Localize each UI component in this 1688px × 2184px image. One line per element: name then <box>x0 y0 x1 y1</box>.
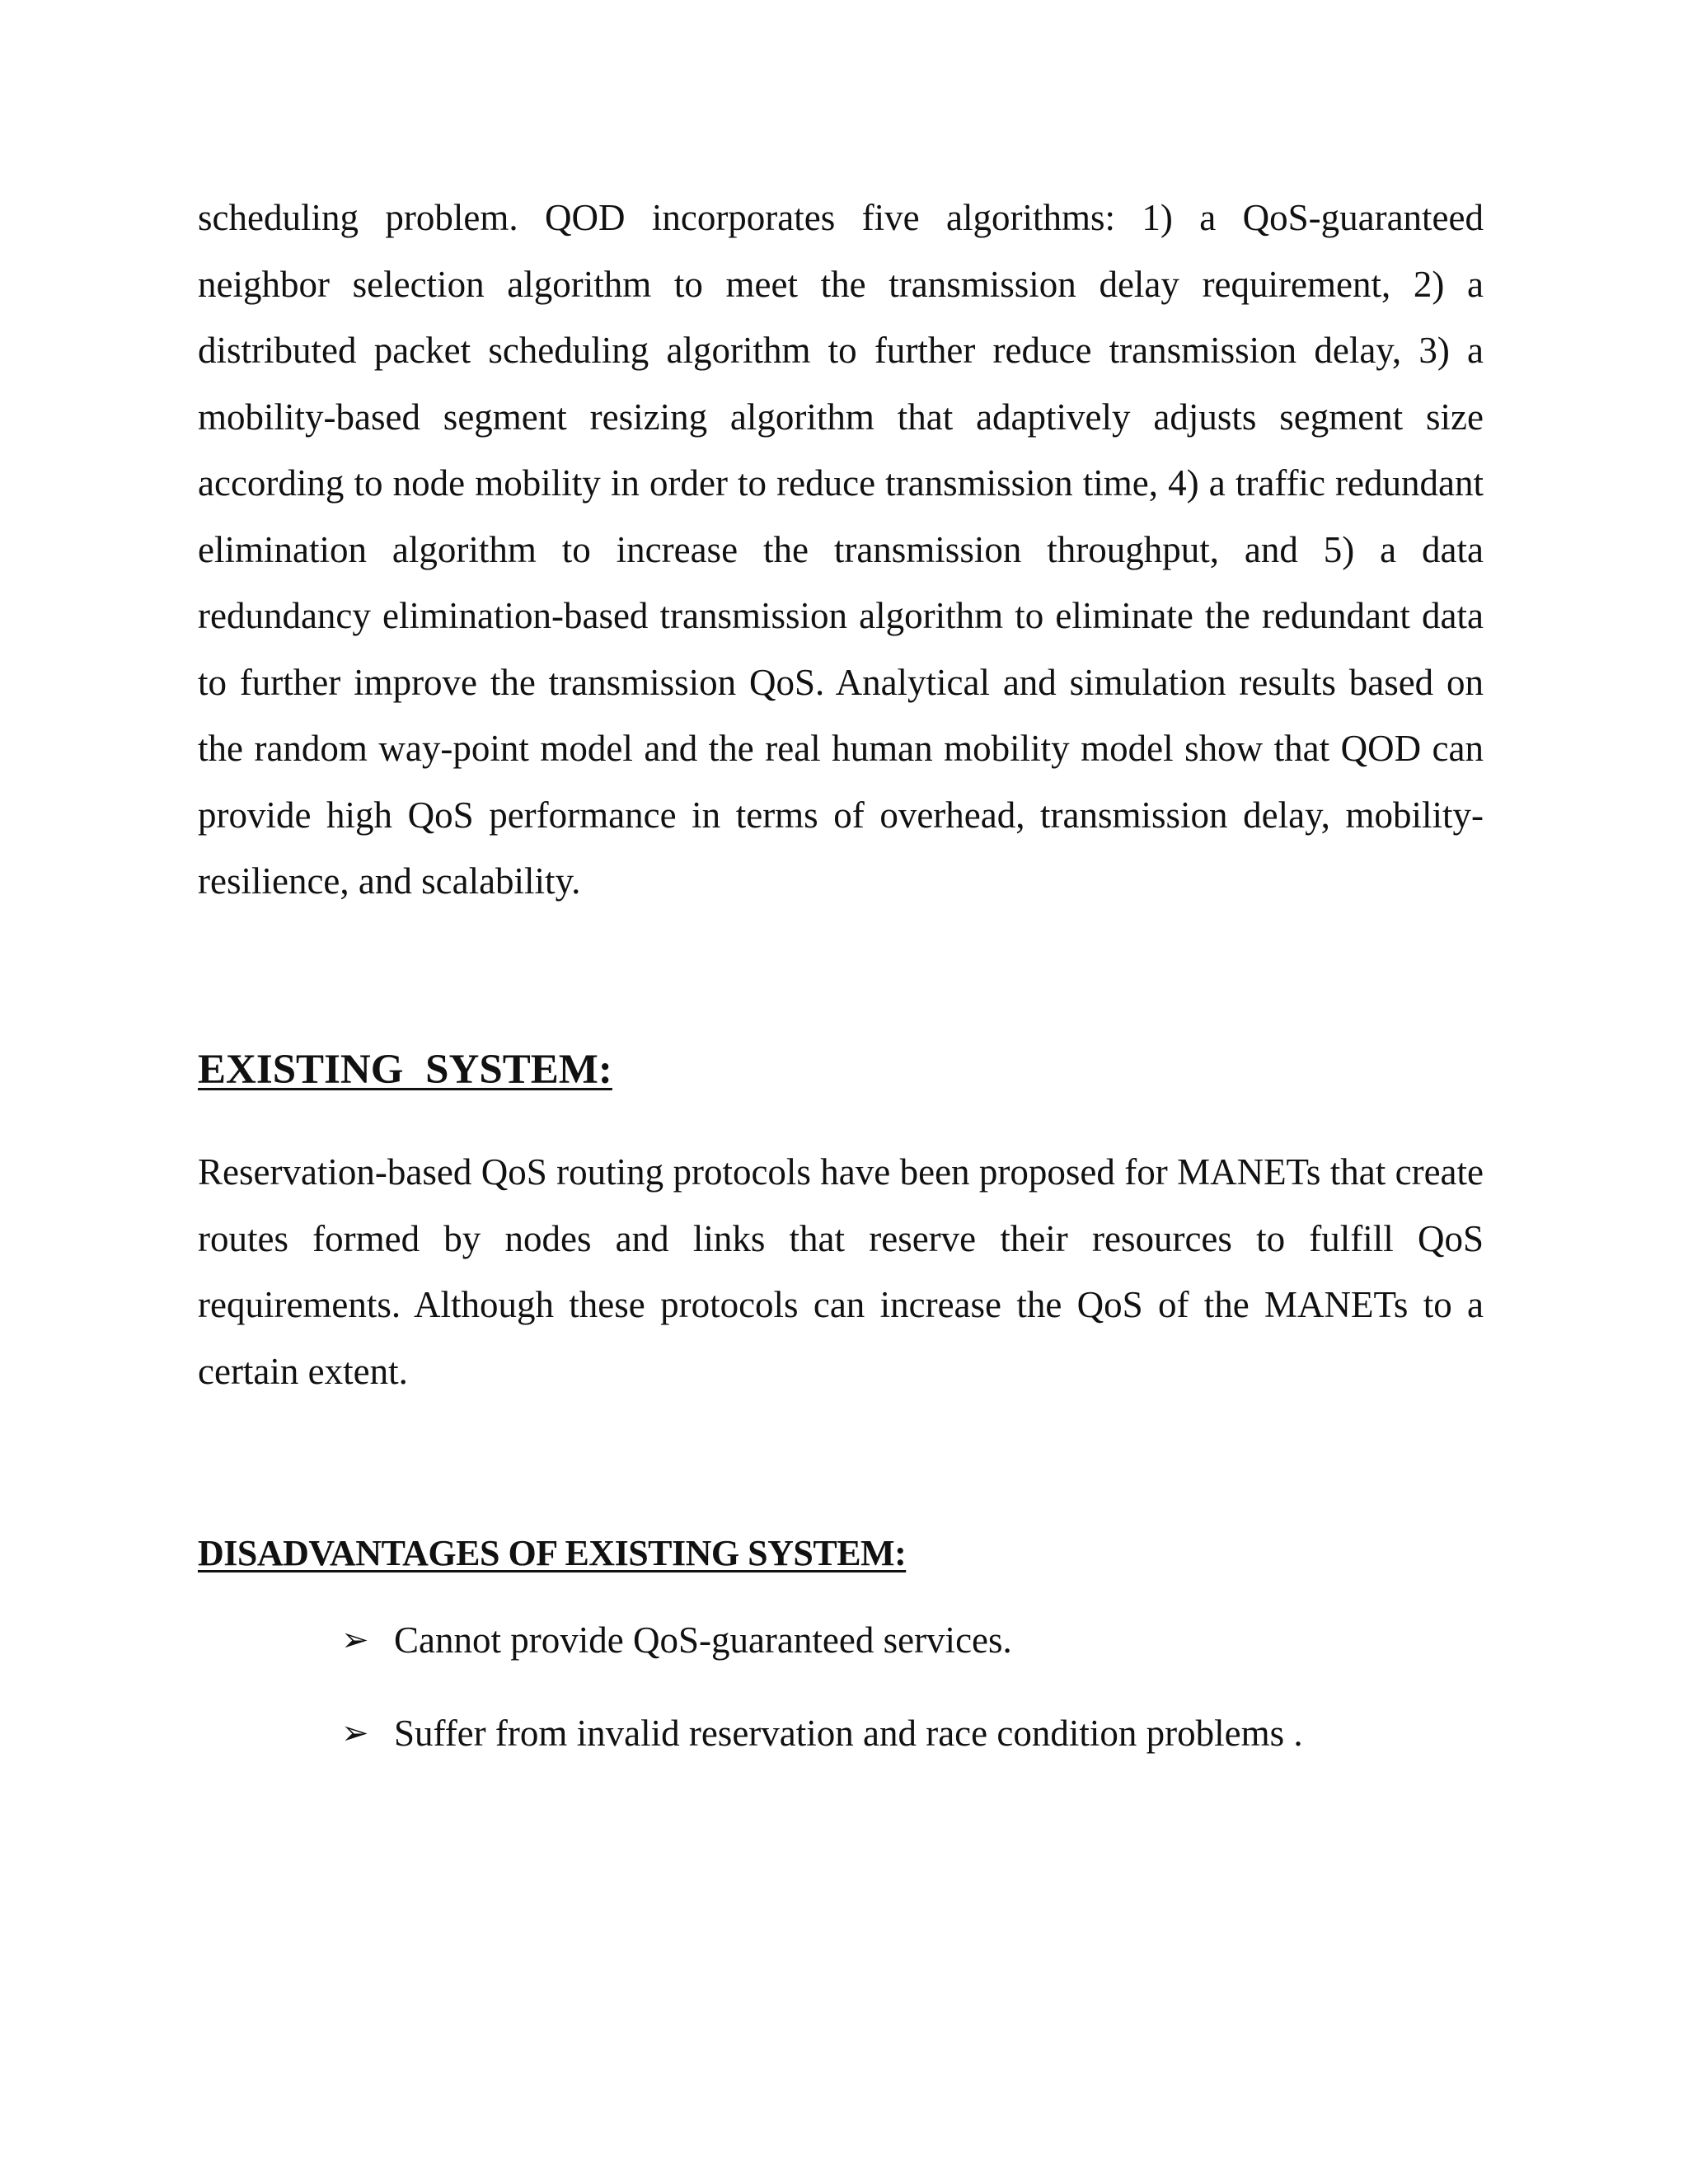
arrow-bullet-icon: ➢ <box>341 1714 369 1752</box>
list-item <box>341 1708 1303 1758</box>
existing-system-heading: EXISTING SYSTEM: <box>198 1047 612 1093</box>
disadvantages-list <box>341 1615 1303 1802</box>
list-item-text: Cannot provide QoS-guaranteed services. <box>394 1619 1012 1661</box>
list-item <box>341 1615 1303 1665</box>
list-item-text: Suffer from invalid reservation and race condition problems . <box>394 1713 1303 1754</box>
arrow-bullet-icon: ➢ <box>341 1621 369 1659</box>
existing-system-paragraph: Reservation-based QoS routing protocols have been proposed for MANETs that create routes formed by nodes and links that reserve their resources to fulfill QoS requirements. Although these protocols can increase the QoS of the MANETs to a certain extent. <box>198 1151 1484 1392</box>
intro-paragraph: scheduling problem. QOD incorporates five algorithms: 1) a QoS-guaranteed neighbor selection algorithm to meet the transmission delay requirement, 2) a distributed packet scheduling algorithm to further reduce transmission delay, 3) a mobility-based segment resizing algorithm that adaptively adjusts segment size according to node mobility in order to reduce transmission time, 4) a traffic redundant elimination algorithm to increase the transmission throughput, and 5) a data redundancy elimination-based transmission algorithm to eliminate the redundant data to further improve the transmission QoS. Analytical and simulation results based on the random way-point model and the real human mobility model show that QOD can provide high QoS performance in terms of overhead, transmission delay, mobility-resilience, and scalability. <box>198 197 1484 902</box>
disadvantages-heading: DISADVANTAGES OF EXISTING SYSTEM: <box>198 1533 907 1573</box>
